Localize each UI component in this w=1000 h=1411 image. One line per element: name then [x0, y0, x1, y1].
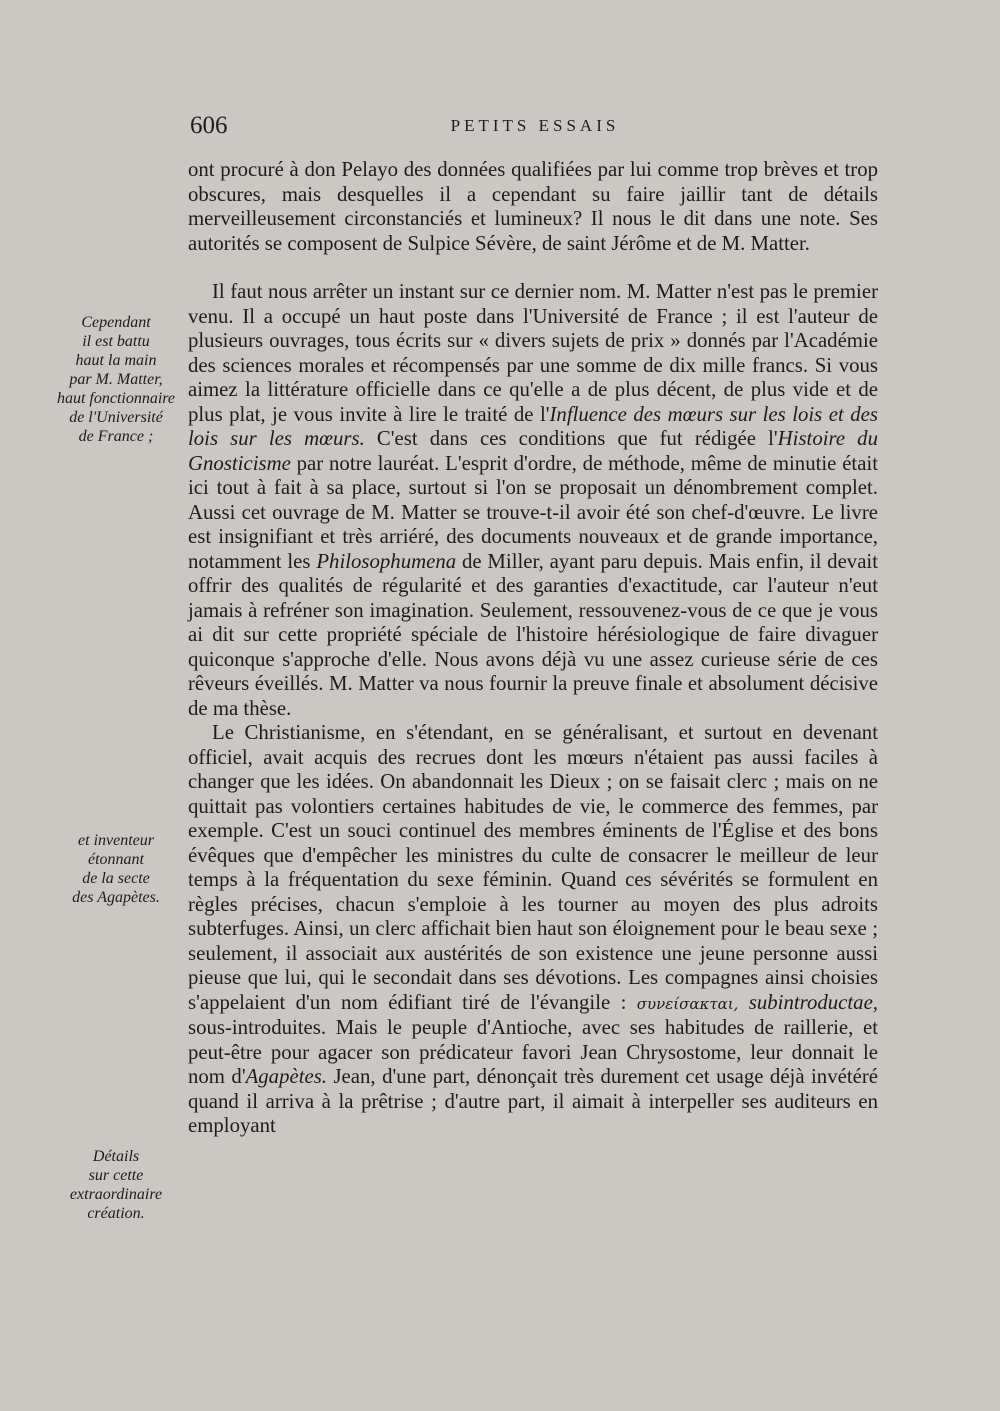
- margin-note-line: de France ;: [78, 428, 154, 445]
- margin-note-line: Détails: [92, 1148, 140, 1165]
- text-run: Il faut nous arrêter un instant sur ce dernier nom. M. Matter n'est pas le premier venu. Il a occupé un haut poste dans l'Université de France ; il est l'auteur de plusieurs ouvrages, tous écrits sur « divers sujets de prix » donnés par l'Académie des sciences morales et récompensés par une somme de dix mille francs. Si vous aimez la littérature officielle dans ce qu'elle a de plus décent, de plus vide et de plus plat, je vous invite à lire le traité de l': [188, 280, 878, 426]
- margin-note-line: haut fonctionnaire: [56, 390, 176, 407]
- margin-note-matter: [55, 313, 177, 446]
- book-title-gnosticisme: Histoire du Gnosticisme: [188, 427, 878, 475]
- body-text: [188, 158, 878, 1139]
- margin-note-line: sur cette: [88, 1167, 144, 1184]
- latin-term: subintroductae,: [748, 990, 878, 1014]
- paragraph-2: [188, 280, 878, 721]
- paragraph-3: [188, 721, 878, 1139]
- text-run: Le Christianisme, en s'étendant, en se généralisant, et surtout en devenant officiel, avait acquis des recrues dont les mœurs n'étaient pas aussi faciles à changer que les idées. On abandonnait les Dieux ; on se faisait clerc ; mais on ne quittait pas volontiers certaines habitudes de vie, le commerce des femmes, par exemple. C'est un souci continuel des membres éminents de l'Église et des bons évêques que d'empêcher les ministres du culte de consacrer le meilleur de leur temps à la fréquentation du sexe féminin. Quand ces sévérités se formulent en règles précises, chacun s'emploie à les tourner au moyen des plus adroits subterfuges. Ainsi, un clerc affichait bien haut son éloignement pour le beau sexe ; seulement, il associait aux austérités de son existence une jeune personne aussi pieuse que lui, qui le secondait dans ses dévotions. Les compagnes ainsi choisies s'appelaient d'un nom édifiant tiré de l'évangile :: [188, 721, 878, 1014]
- text-run: sous-introduites. Mais le peuple d'Antioche, avec ses habitudes de raillerie, et peut-être pour agacer son prédicateur favori Jean Chrysostome, leur donnait le nom d': [188, 1016, 878, 1088]
- term-agapetes: Agapètes.: [245, 1065, 328, 1088]
- text-run: C'est dans ces conditions que fut rédigée l': [364, 427, 778, 450]
- margin-note-line: des Agapètes.: [72, 889, 160, 906]
- margin-note-line: il est battu: [82, 333, 150, 350]
- text-run: Jean, d'une part, dénonçait très durement cet usage déjà invétéré quand il arriva à la prêtrise ; d'autre part, il aimait à interpeller ses auditeurs en employant: [188, 1065, 878, 1137]
- margin-note-line: et inventeur: [78, 832, 154, 849]
- margin-note-line: par M. Matter,: [69, 371, 163, 388]
- book-title-philosophumena: Philosophumena: [316, 549, 457, 573]
- greek-term: συνείσακται,: [636, 994, 739, 1013]
- margin-note-line: de l'Université: [69, 409, 163, 426]
- paragraph-1: ont procuré à don Pelayo des données qualifiées par lui comme trop brèves et trop obscures, mais desquelles il a cependant su faire jaillir tant de détails merveilleusement circonstanciés et lumineux? Il nous le dit dans une note. Ses autorités se composent de Sulpice Sévère, de saint Jérôme et de M. Matter.: [188, 158, 878, 255]
- text-run: de Miller, ayant paru depuis. Mais enfin, il devait offrir des qualités de régularité et des garanties d'exactitude, car l'auteur n'eut jamais à refréner son imagination. Seulement, ressouvenez-vous de ce que je vous ai dit sur cette propriété spéciale de l'histoire hérésiologique de faire divaguer quiconque s'approche d'elle. Nous avons déjà vu une assez curieuse série de ces rêveurs éveillés. M. Matter va nous fournir la preuve finale et absolument décisive de ma thèse.: [188, 549, 878, 720]
- book-title-influence: Influence des mœurs sur les lois et des lois sur les mœurs.: [188, 402, 878, 450]
- text-run: par notre lauréat. L'esprit d'ordre, de méthode, même de minutie était ici tout à fait à sa place, surtout si l'on se proposait un dénombrement complet. Aussi cet ouvrage de M. Matter se trouve-t-il avoir été son chef-d'œuvre. Le livre est insignifiant et très arriéré, des documents nouveaux et de grande importance, notamment les: [188, 451, 878, 573]
- margin-note-line: haut la main: [75, 352, 157, 369]
- page-number: 606: [190, 112, 228, 139]
- margin-note-agapetes: [55, 831, 177, 907]
- margin-note-details: [55, 1147, 177, 1223]
- page-header: [190, 112, 880, 146]
- text-run: [738, 991, 748, 1014]
- margin-note-line: création.: [87, 1205, 145, 1222]
- margin-note-line: de la secte: [82, 870, 150, 887]
- margin-note-line: Cependant: [81, 314, 151, 331]
- margin-note-line: étonnant: [88, 851, 144, 868]
- running-title: PETITS ESSAIS: [450, 116, 620, 135]
- margin-note-line: extraordinaire: [69, 1186, 163, 1203]
